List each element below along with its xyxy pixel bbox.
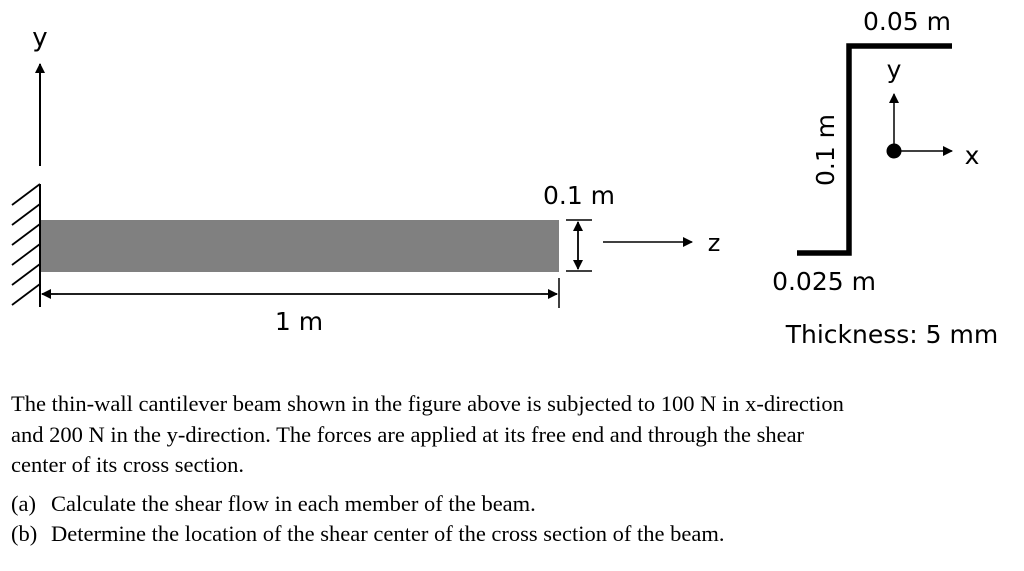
beam-body	[41, 220, 559, 272]
thickness-label: Thickness: 5 mm	[785, 320, 999, 349]
part-a-text: Calculate the shear flow in each member of the beam.	[51, 490, 536, 516]
beam-length-dimension	[42, 278, 559, 308]
statement-line: center of its cross section.	[11, 452, 245, 477]
problem-text	[11, 389, 1021, 550]
centroid-dot	[887, 144, 902, 159]
part-a-label: (a)	[11, 490, 36, 516]
cross-section	[772, 7, 998, 349]
bottom-flange-label: 0.025 m	[772, 267, 876, 296]
part-b	[11, 519, 1021, 550]
beam-y-axis-label: y	[32, 23, 48, 53]
fixed-wall-support	[12, 184, 40, 307]
statement-line: The thin-wall cantilever beam shown in the figure above is subjected to 100 N in x-direction	[11, 391, 844, 416]
beam-height-dimension	[566, 220, 592, 271]
problem-statement	[11, 389, 1021, 481]
top-flange-label: 0.05 m	[863, 7, 951, 36]
web-height-label: 0.1 m	[811, 113, 840, 187]
section-x-axis-label: x	[964, 141, 980, 170]
beam-side-view	[12, 23, 720, 336]
problem-parts	[11, 489, 1021, 550]
part-b-text: Determine the location of the shear center of the cross section of the beam.	[51, 521, 725, 546]
section-y-axis-label: y	[886, 55, 902, 84]
part-a	[11, 489, 1021, 520]
beam-z-axis-label: z	[707, 229, 721, 257]
statement-line: and 200 N in the y-direction. The forces are applied at its free end and through the shear	[11, 421, 805, 447]
part-b-label: (b)	[11, 521, 38, 546]
beam-height-label: 0.1 m	[542, 181, 616, 210]
beam-length-label: 1 m	[274, 307, 324, 336]
